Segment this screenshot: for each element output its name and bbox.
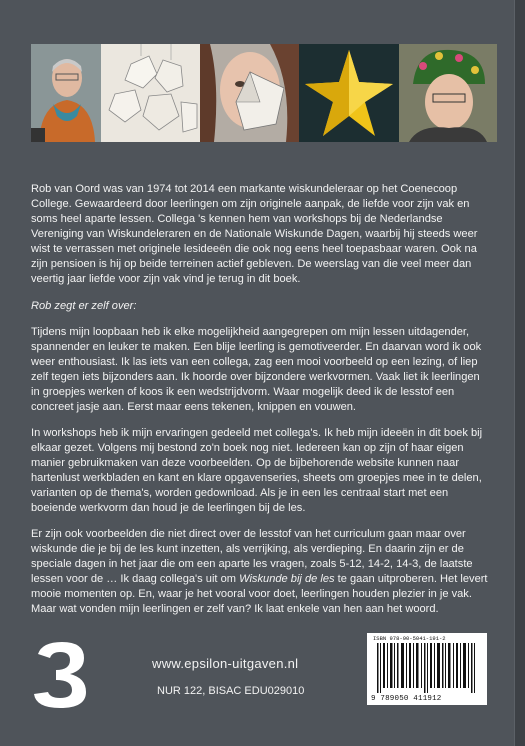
intro-paragraph: Rob van Oord was van 1974 tot 2014 een markante wiskundeleraar op het Coenecoop College. Gewaardeerd door leerlingen om zijn originele aanpak, de liefde voor zijn vak en soms heel aparte lessen. Collega 's kennen hem van workshops bij de Nederlandse Vereniging van Wiskundeleraren en de Nationale Wiskunde Dagen, waarbij hij steeds weer wist te verrassen met originele lesideeën die ook nog eens heel toepasbaar waren. Ook na zijn pensioen is hij op beide terreinen actief gebleven. De weerslag van die veel meer dan veertig jaar liefde voor zijn vak vind je terug in dit boek.	[31, 183, 478, 285]
back-cover-text	[31, 182, 489, 628]
photo-yellow-star	[299, 44, 399, 142]
body-paragraph-1: Tijdens mijn loopbaan heb ik elke mogelijkheid aangegrepen om mijn lessen uitdagender, spannender en leuker te maken. Een blije leerling is gemotiveerder. En daarvan word ik ook weer enthousiast. Ik las iets van een collega, zag een mooi voorbeeld op een lezing, of liep zelf tegen iets bijzonders aan. Ik hoorde over bijzondere werkvormen. Vaak liet ik leerlingen in groepjes werken of koos ik een wedstrijdvorm. Waar mogelijk deed ik de lesstof een concreet jasje aan. Eerst maar eens tekenen, knippen en vouwen.	[31, 326, 482, 413]
photo-paper-polyhedra	[101, 44, 200, 142]
book-title-inline: Wiskunde bij de les	[239, 573, 335, 585]
photo-author-portrait	[31, 44, 101, 142]
book-spine-edge	[514, 0, 525, 746]
publisher-url: www.epsilon-uitgaven.nl	[152, 656, 299, 671]
isbn-digits: 9 789050 411912	[371, 695, 442, 703]
photo-strip	[31, 44, 497, 142]
body-paragraph-3-part-b: te gaan uitproberen. Het levert mooie momenten op. En, waar je het vooral voor doet, leerlingen houden plezier in je vak. Maar wat vonden mijn leerlingen er zelf van? Ik laat enkele van hen aan het woord.	[31, 573, 488, 615]
epsilon-logo-icon	[28, 640, 92, 710]
photo-face-behind-shape	[200, 44, 299, 142]
barcode-bars-icon	[377, 643, 477, 693]
isbn-barcode	[367, 633, 487, 705]
body-paragraph-2: In workshops heb ik mijn ervaringen gedeeld met collega's. Ik heb mijn ideeën in dit boek bij elkaar gezet. Volgens mij bestond zo'n boek nog niet. Iedereen kan op zijn of haar eigen manier gebruikmaken van deze voorbeelden. Op de bijbehorende website kunnen naar hartenlust werkbladen en kant en klare opgavenseries, sheets om groepjes mee in te delen, varianten op de thema's, worden gedownload. Als je in een les centraal start met een boeiende werkvorm dan houd je de leerlingen bij de les.	[31, 427, 483, 514]
body-paragraph-3	[31, 527, 489, 617]
classification-code: NUR 122, BISAC EDU029010	[157, 685, 305, 697]
photo-author-costume	[399, 44, 497, 142]
quote-heading: Rob zegt er zelf over:	[31, 300, 137, 312]
isbn-label: ISBN 978-90-5041-191-2	[373, 635, 446, 642]
body-paragraph-3-part-a: Er zijn ook voorbeelden die niet direct over de lesstof van het curriculum gaan maar over wiskunde die je bij de les kunt inzetten, als verrijking, als verdieping. En daarin zijn er de speciale dagen in het jaar die om een aparte les vragen, zoals 5-12, 14-2, 14-3, de laatste lessen voor de … Ik daag collega's uit om	[31, 528, 473, 585]
